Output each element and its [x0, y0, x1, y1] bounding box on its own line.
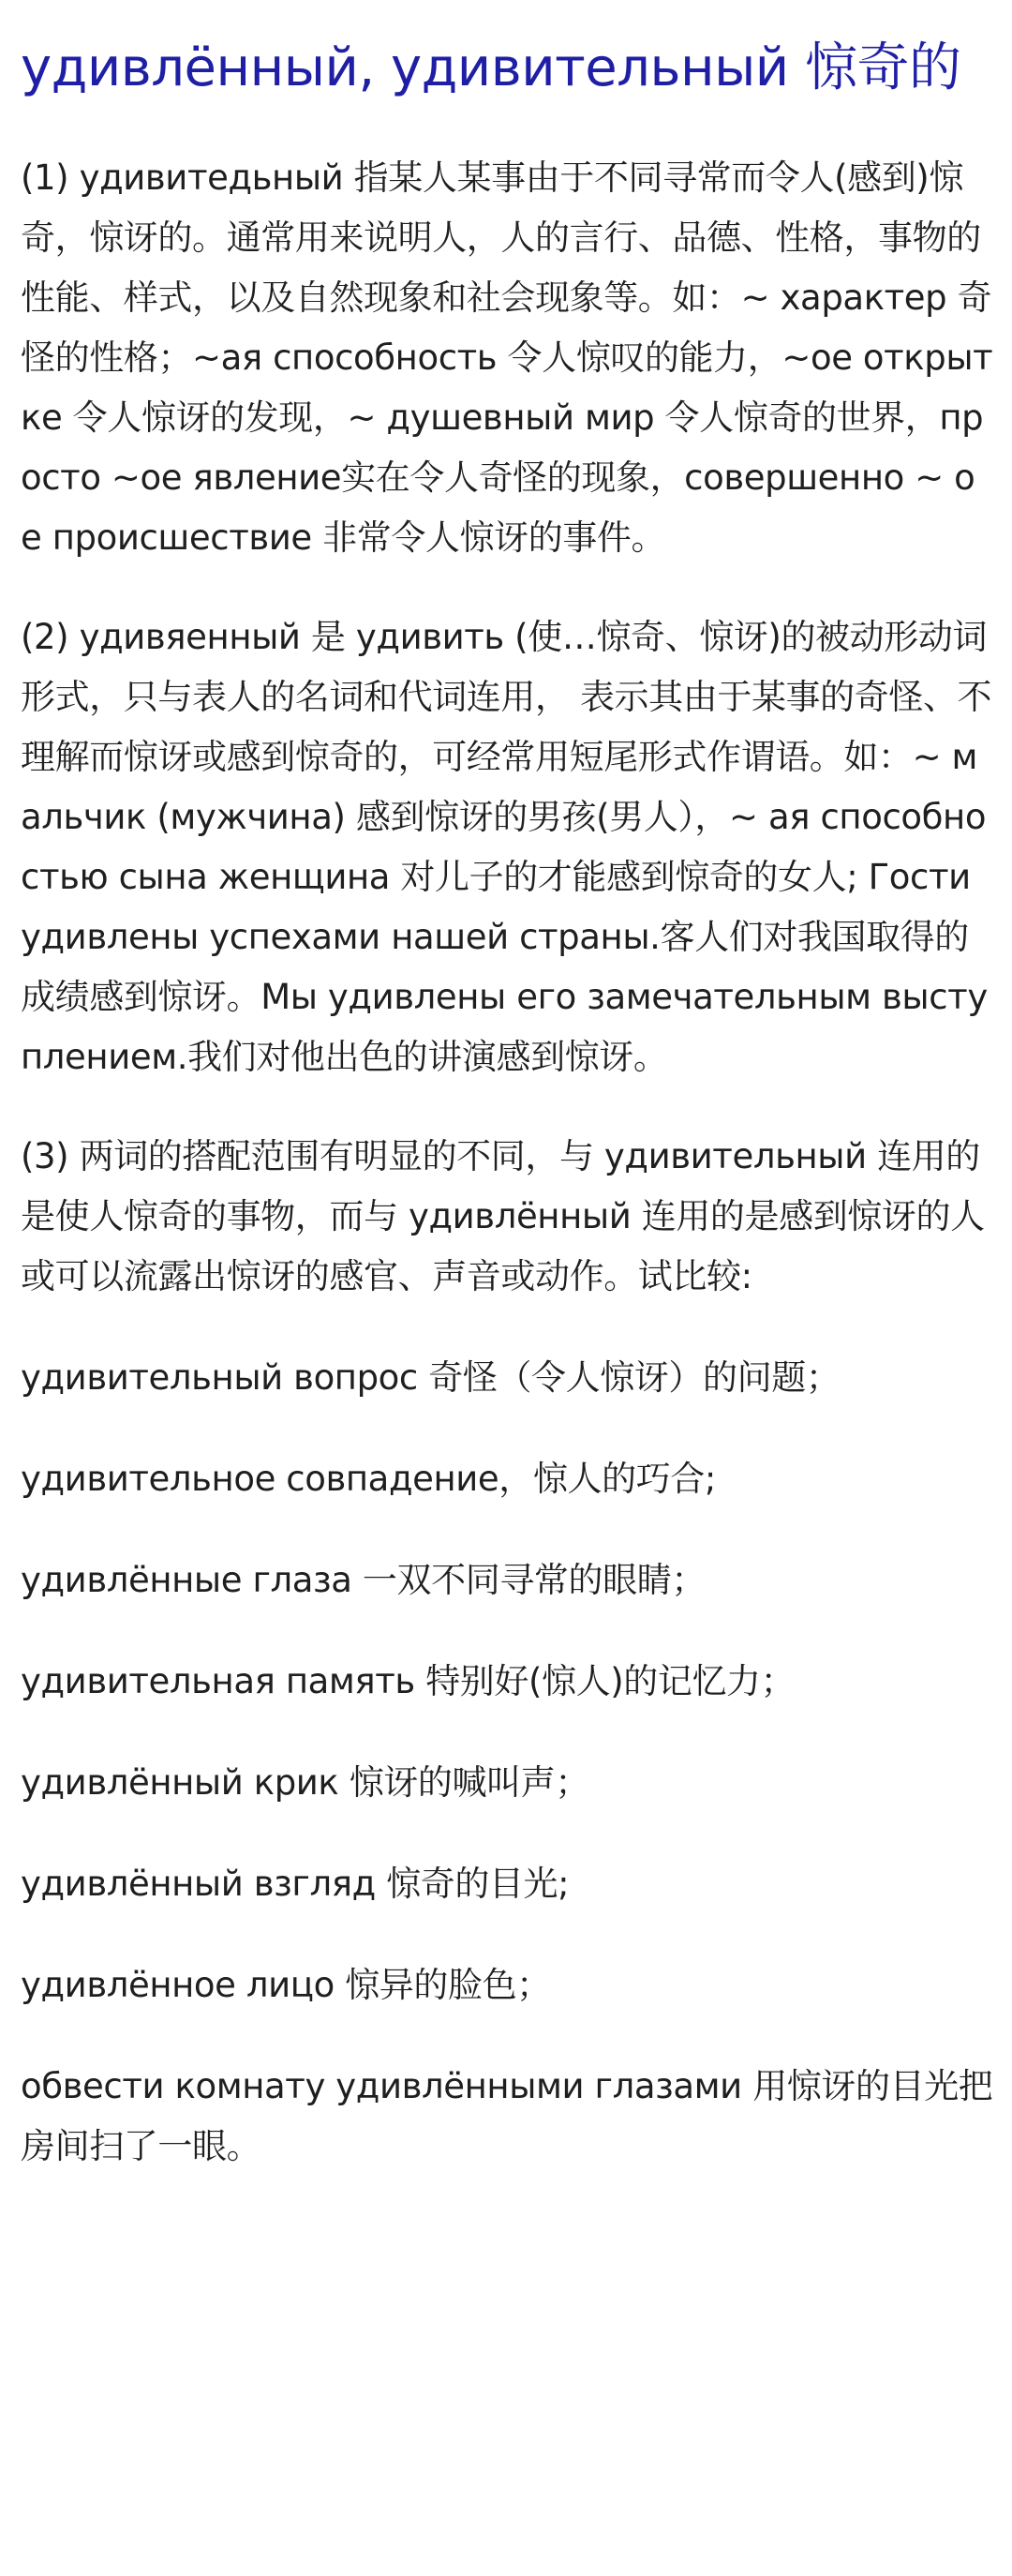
example-item: удивительный вопрос 奇怪（令人惊讶）的问题； [21, 1357, 841, 1398]
article [21, 0, 995, 2177]
example-item: удивительная память 特别好(惊人)的记忆力； [21, 1661, 796, 1701]
example-item: удивлённый взгляд 惊奇的目光; [21, 1864, 570, 1904]
paragraph-2: (2) удивяенный 是 удивить (使…惊奇、惊讶)的被动形动词形式，只与表人的名词和代词连用， 表示其由于某事的奇怪、不理解而惊讶或感到惊奇的，可经常用短尾形式作谓语。如：~ мальчик (мужчина) 感到惊讶的男孩(男人），~ ая способностью сына женщина 对儿子的才能感到惊奇的女人; Гости удивлены успехами нашей страны.客人们对我国取得的成绩感到惊讶。Мы удивлены его замечательным выступлением.我们对他出色的讲演感到惊讶。 [21, 617, 992, 1077]
example-item: удивлённый крик 惊讶的喊叫声； [21, 1762, 589, 1803]
paragraph-3: (3) 两词的搭配范围有明显的不同，与 удивительный 连用的是使人惊奇的事物，而与 удивлённый 连用的是感到惊讶的人或可以流露出惊讶的感官、声音或动作。试比较: [21, 1136, 985, 1296]
page-title: удивлённый, удивительный 惊奇的 [21, 37, 961, 98]
paragraph-1: (1) удивитедьный 指某人某事由于不同寻常而令人(感到)惊奇，惊讶的。通常用来说明人，人的言行、品德、性格，事物的性能、样式，以及自然现象和社会现象等。如：~ характер 奇怪的性格；~ая способность 令人惊叹的能力，~ое открытке 令人惊讶的发现，~ душевный мир 令人惊奇的世界，просто ~ое явление实在令人奇怪的现象，совершенно ~ ое происшествие 非常令人惊讶的事件。 [21, 157, 993, 558]
example-list [21, 1348, 995, 2177]
example-item: удивительное совпадение，惊人的巧合; [21, 1459, 716, 1499]
example-item: удивлённое лицо 惊异的脸色； [21, 1965, 551, 2005]
example-item: удивлённые глаза 一双不同寻常的眼睛； [21, 1560, 706, 1600]
example-item: обвести комнату удивлёнными глазами 用惊讶的目光把房间扫了一眼。 [21, 2066, 993, 2166]
